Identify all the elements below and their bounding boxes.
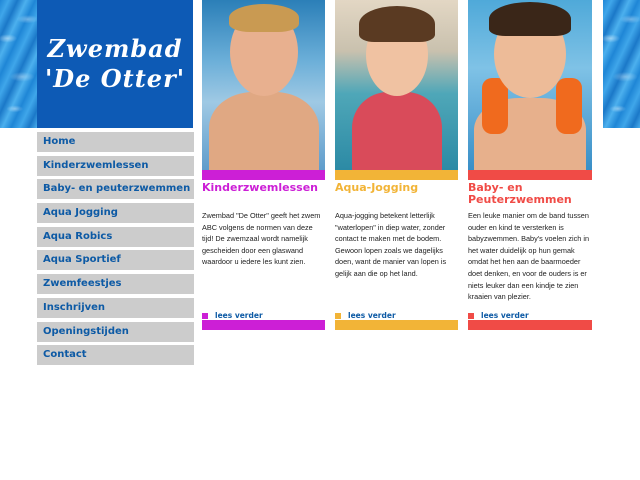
logo-line-1: Zwembad — [47, 34, 183, 63]
color-bar-top — [468, 170, 592, 180]
photo-toddler-swimming — [468, 0, 592, 170]
color-bar-bottom — [468, 320, 592, 330]
nav-item-contact[interactable]: Contact — [37, 345, 194, 365]
color-bar-bottom — [202, 320, 325, 330]
column-title[interactable]: Kinderzwemlessen — [202, 181, 318, 194]
logo-line-2: 'De Otter' — [44, 64, 186, 93]
nav-item-aqua-jogging[interactable]: Aqua Jogging — [37, 203, 194, 223]
nav-item-zwemfeestjes[interactable]: Zwemfeestjes — [37, 274, 194, 294]
column-text: Een leuke manier om de band tussen ouder en kind te versterken is babyzwemmen. Baby's voelen zich in het water duidelijk op hun gemak omdat het hen aan de baarmoeder doet denken, en voor de ouders is er niets leuker dan een kindje te zien kraaien van plezier. — [468, 211, 590, 302]
pool-background-right — [603, 0, 640, 128]
bullet-square-icon — [335, 313, 341, 319]
read-more-link[interactable] — [468, 311, 529, 320]
nav-item-kinderzwemlessen[interactable]: Kinderzwemlessen — [37, 156, 194, 176]
read-more-label: lees verder — [481, 311, 529, 320]
nav-item-baby-peuterzwemmen[interactable]: Baby- en peuterzwemmen — [37, 179, 194, 199]
color-bar-top — [202, 170, 325, 180]
color-bar-bottom — [335, 320, 458, 330]
nav-item-home[interactable]: Home — [37, 132, 194, 152]
pool-background-left — [0, 0, 37, 128]
column-title[interactable]: Aqua-Jogging — [335, 181, 419, 194]
column-text: Aqua-jogging betekent letterlijk "waterlopen" in diep water, zonder contact te maken met de bodem. Gewoon lopen zoals we dagelijks doen, want de manier van lopen is gelijk aan die op het land. — [335, 211, 447, 278]
bullet-square-icon — [468, 313, 474, 319]
column-baby-peuterzwemmen — [468, 0, 592, 320]
color-bar-top — [335, 170, 458, 180]
photo-girl-swimming — [335, 0, 458, 170]
read-more-link[interactable] — [335, 311, 396, 320]
column-kinderzwemlessen — [202, 0, 325, 320]
nav-item-aqua-sportief[interactable]: Aqua Sportief — [37, 250, 194, 270]
column-aqua-jogging — [335, 0, 458, 320]
read-more-label: lees verder — [215, 311, 263, 320]
read-more-link[interactable] — [202, 311, 263, 320]
column-text: Zwembad "De Otter" geeft het zwem ABC volgens de normen van deze tijd! De zwemzaal wordt namelijk gescheiden door een glaswand waardoor u iedere les kunt zien. — [202, 211, 321, 267]
sidebar-nav — [37, 132, 194, 369]
bullet-square-icon — [202, 313, 208, 319]
read-more-label: lees verder — [348, 311, 396, 320]
photo-boy-swimming — [202, 0, 325, 170]
site-logo[interactable] — [37, 0, 193, 128]
column-title[interactable]: Baby- en Peuterzwemmen — [468, 181, 572, 206]
nav-item-inschrijven[interactable]: Inschrijven — [37, 298, 194, 318]
nav-item-openingstijden[interactable]: Openingstijden — [37, 322, 194, 342]
nav-item-aqua-robics[interactable]: Aqua Robics — [37, 227, 194, 247]
